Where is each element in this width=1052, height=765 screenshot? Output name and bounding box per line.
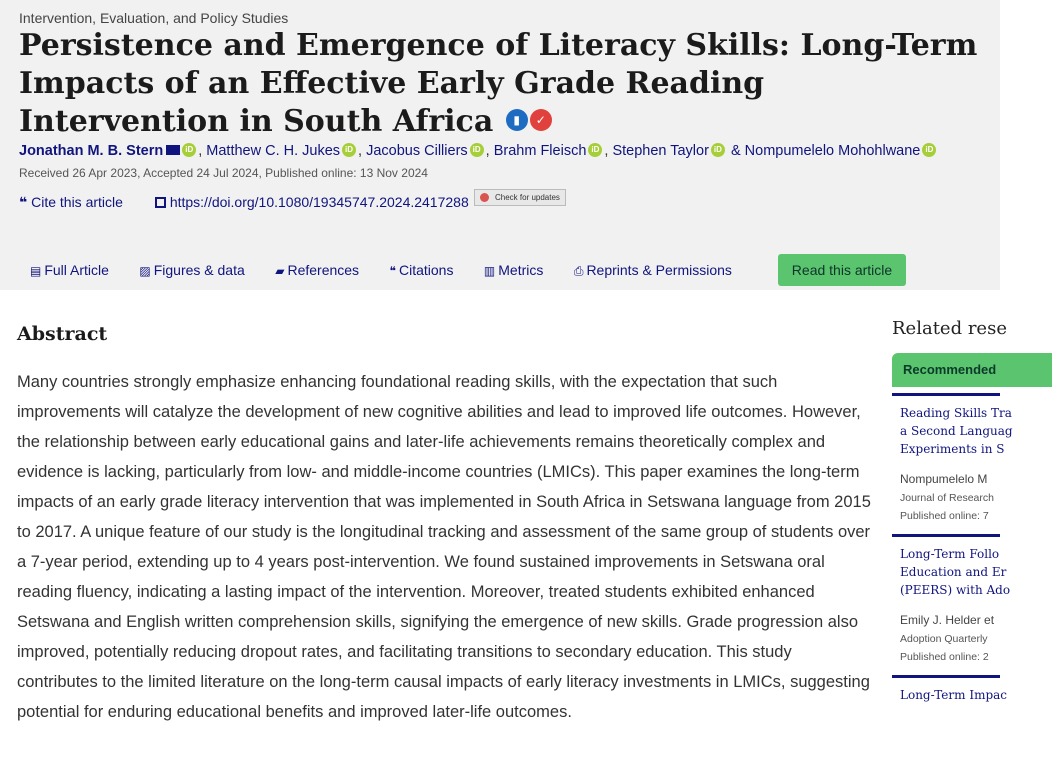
author-link[interactable]: Matthew C. H. Jukes	[206, 143, 341, 159]
quote-icon: ❝	[389, 264, 396, 278]
tab-label: Citations	[398, 262, 454, 278]
article-tabs	[30, 254, 758, 286]
tab-figures-data[interactable]	[139, 254, 244, 287]
related-article-card[interactable]	[892, 675, 1008, 704]
read-article-button[interactable]: Read this article	[778, 254, 906, 286]
article-title	[19, 27, 979, 141]
tab-citations[interactable]	[390, 254, 454, 287]
orcid-icon[interactable]: iD	[711, 143, 725, 157]
orcid-icon[interactable]: iD	[182, 143, 196, 157]
author-link[interactable]: Jonathan M. B. Stern	[19, 143, 164, 159]
quote-icon: ❝	[19, 194, 28, 210]
related-author: Nompumelelo M	[900, 472, 988, 486]
tab-label: Full Article	[44, 262, 109, 278]
doi-text: https://doi.org/10.1080/19345747.2024.2417288	[169, 194, 469, 210]
orcid-icon[interactable]: iD	[470, 143, 484, 157]
orcid-icon[interactable]: iD	[922, 143, 936, 157]
open-access-icon[interactable]: ▮	[506, 109, 528, 131]
abstract-text: Many countries strongly emphasize enhancing foundational reading skills, with the expectation that such improvements will catalyze the development of new cognitive abilities and lead to improved life outcomes. However, the relationship between early educational gains and later-life achievements remains theoretically complex and evidence is lacking, particularly from low- and middle-income countries (LMICs). This paper examines the long-term impacts of an early grade literacy intervention that was implemented in South Africa in Setswana language from 2015 to 2017. A unique feature of our study is the longitudinal tracking and assessment of the same group of students over a 7-year period, extending up to 4 years post-intervention. We found sustained improvements in Setswana oral reading fluency, indicating a lasting impact of the intervention. Moreover, treated students exhibited enhanced Setswana and English written comprehension skills, signifying the emergence of new skills. Grade progression also improved, potentially reducing dropout rates, and facilitating transitions to secondary education. This study contributes to the limited literature on the long-term causal impacts of early literacy investments in LMICs, suggesting potential for enduring educational benefits and improved later-life outcomes.	[17, 373, 871, 721]
author-link[interactable]: Jacobus Cilliers	[366, 143, 468, 159]
document-icon: ▤	[30, 264, 42, 278]
author-link[interactable]: & Nompumelelo Mohohlwane	[730, 143, 921, 159]
related-title-line[interactable]: Long-Term Impac	[900, 688, 1008, 702]
tab-label: References	[287, 262, 360, 278]
cite-row	[19, 194, 497, 211]
printer-icon: ⎙	[573, 264, 584, 278]
tab-reprints-permissions[interactable]	[574, 254, 732, 287]
orcid-icon[interactable]: iD	[342, 143, 356, 157]
tab-label: Reprints & Permissions	[586, 262, 732, 278]
related-article-card[interactable]	[892, 393, 1013, 522]
orcid-icon[interactable]: iD	[588, 143, 602, 157]
related-title-line[interactable]: Experiments in S	[900, 442, 1005, 456]
tab-label: Figures & data	[153, 262, 245, 278]
author-link[interactable]: Brahm Fleisch	[493, 143, 587, 159]
related-article-card[interactable]	[892, 534, 1011, 663]
tab-metrics[interactable]	[484, 254, 543, 287]
cite-article-link[interactable]	[19, 194, 137, 210]
publication-dates: Received 26 Apr 2023, Accepted 24 Jul 2024, Published online: 13 Nov 2024	[19, 166, 428, 180]
check-for-updates-button[interactable]	[474, 189, 566, 206]
related-title-line[interactable]: Education and Er	[900, 565, 1007, 579]
related-title-line[interactable]: Reading Skills Tra	[900, 406, 1012, 420]
tab-full-article[interactable]	[30, 254, 109, 287]
related-author: Emily J. Helder et	[900, 613, 995, 627]
tab-recommended[interactable]: Recommended	[892, 353, 1052, 387]
crossmark-icon	[480, 193, 489, 202]
journal-name[interactable]: Intervention, Evaluation, and Policy Studies	[19, 10, 289, 26]
external-link-icon	[155, 197, 166, 208]
check-updates-label: Check for updates	[495, 193, 560, 202]
image-icon: ▨	[139, 264, 151, 278]
bar-chart-icon: ▥	[483, 264, 496, 278]
related-journal: Adoption Quarterly	[900, 633, 988, 645]
cite-label: Cite this article	[31, 194, 123, 210]
book-icon: ▰	[275, 264, 285, 278]
article-header	[0, 0, 1000, 290]
related-published: Published online: 2	[900, 651, 989, 663]
email-icon[interactable]	[166, 145, 180, 155]
related-journal: Journal of Research	[900, 492, 994, 504]
related-heading: Related rese	[892, 318, 1007, 339]
related-title-line[interactable]: a Second Languag	[900, 424, 1013, 438]
related-published: Published online: 7	[900, 510, 989, 522]
peer-review-icon[interactable]: ✓	[530, 109, 552, 131]
tab-references[interactable]	[275, 254, 359, 287]
author-list: Jonathan M. B. Stern iD , Matthew C. H. Jukes iD , Jacobus Cilliers iD , Brahm Fleisch iD , Stephen Taylor iD & Nompumelelo Mohohlwane iD	[19, 143, 938, 159]
related-research-panel	[892, 318, 1013, 765]
abstract-heading: Abstract	[17, 323, 108, 345]
tab-label: Metrics	[498, 262, 544, 278]
doi-link[interactable]	[155, 194, 483, 210]
author-link[interactable]: Stephen Taylor	[612, 143, 709, 159]
related-title-line[interactable]: Long-Term Follo	[900, 547, 1000, 561]
article-title-text: Persistence and Emergence of Literacy Skills: Long-Term Impacts of an Effective Early Grade Reading Intervention in South Africa	[19, 28, 978, 139]
related-title-line[interactable]: (PEERS) with Ado	[900, 583, 1011, 597]
